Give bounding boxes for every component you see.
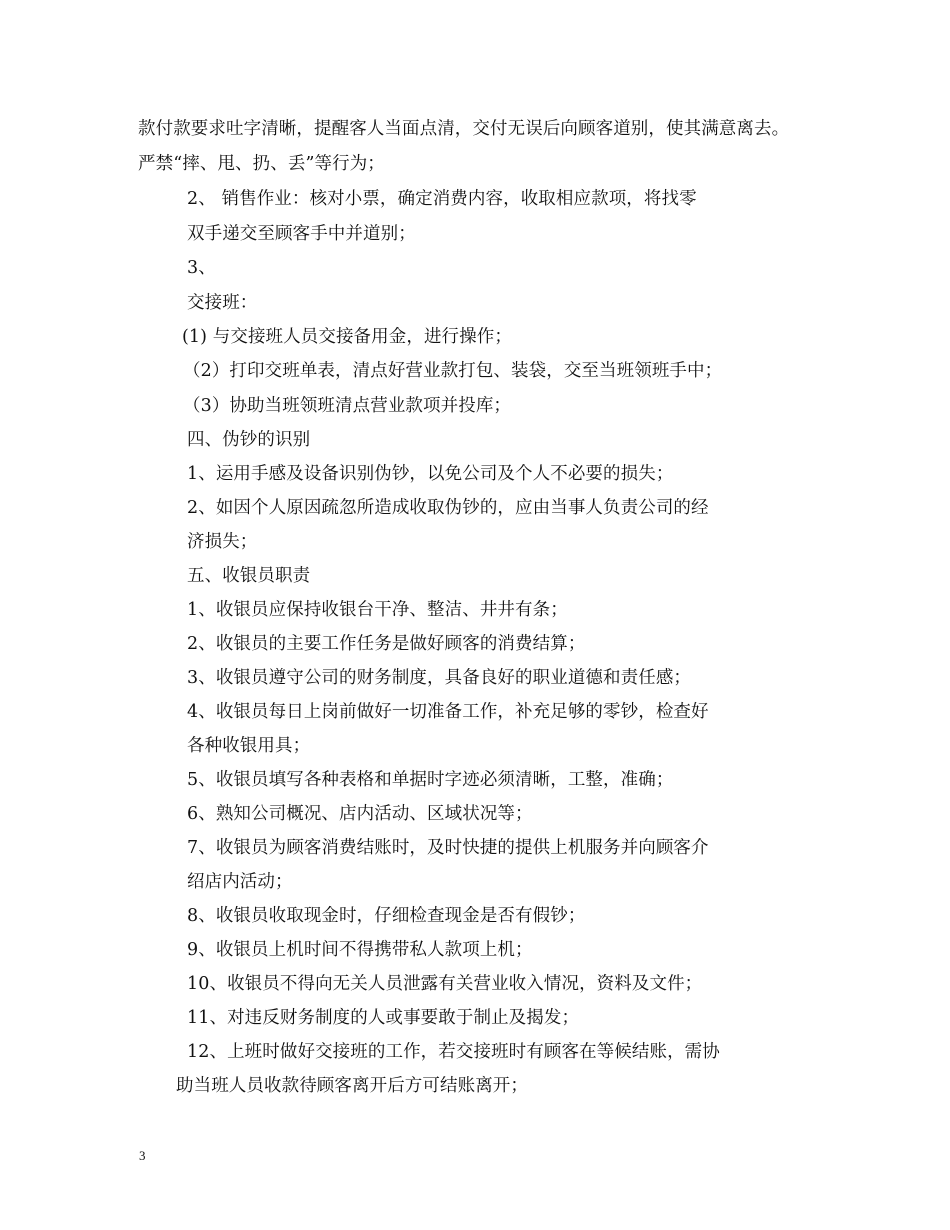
text-line: 绍店内活动； [187, 872, 293, 892]
text-line: 8、收银员收取现金时，仔细检查现金是否有假钞； [187, 906, 586, 926]
section-heading: 四、伪钞的识别 [187, 430, 311, 450]
text-line: （2）打印交班单表，清点好营业款打包、装袋，交至当班领班手中； [183, 361, 723, 381]
text-line: 2、收银员的主要工作任务是做好顾客的消费结算； [187, 634, 586, 654]
page-number: 3 [139, 1148, 146, 1163]
text-line: 12、上班时做好交接班的工作，若交接班时有顾客在等候结账，需协 [187, 1042, 720, 1062]
text-line: 9、收银员上机时间不得携带私人款项上机； [187, 940, 533, 960]
text-line: 2、 销售作业：核对小票，确定消费内容，收取相应款项，将找零 [187, 189, 697, 209]
text-line: 双手递交至顾客手中并道别； [187, 224, 416, 244]
text-line: 交接班： [187, 293, 258, 313]
text-line: (1) 与交接班人员交接备用金，进行操作； [182, 327, 512, 347]
text-line: 各种收银用具； [187, 736, 311, 756]
text-line: 严禁“摔、甩、扔、丢”等行为； [138, 154, 385, 174]
section-heading: 五、收银员职责 [187, 566, 311, 586]
text-line: 4、收银员每日上岗前做好一切准备工作，补充足够的零钞，检查好 [187, 702, 709, 722]
text-line: 1、收银员应保持收银台干净、整洁、井井有条； [187, 600, 568, 620]
text-line: 6、熟知公司概况、店内活动、区域状况等； [187, 804, 533, 824]
text-line: 济损失； [187, 532, 258, 552]
text-line: 7、收银员为顾客消费结账时，及时快捷的提供上机服务并向顾客介 [187, 838, 709, 858]
text-line: 3、收银员遵守公司的财务制度，具备良好的职业道德和责任感； [187, 668, 692, 688]
text-line: 10、收银员不得向无关人员泄露有关营业收入情况，资料及文件； [187, 974, 703, 994]
text-line: 5、收银员填写各种表格和单据时字迹必须清晰，工整，准确； [187, 770, 674, 790]
text-line: 2、如因个人原因疏忽所造成收取伪钞的，应由当事人负责公司的经 [187, 498, 709, 518]
text-line: 3、 [187, 258, 216, 278]
text-line: 11、对违反财务制度的人或事要敢于制止及揭发； [187, 1008, 580, 1028]
text-line: （3）协助当班领班清点营业款项并投库； [183, 396, 512, 416]
text-line: 款付款要求吐字清晰，提醒客人当面点清，交付无误后向顾客道别，使其满意离去。 [138, 119, 790, 139]
text-line: 助当班人员收款待顾客离开后方可结账离开； [176, 1076, 528, 1096]
text-line: 1、运用手感及设备识别伪钞，以免公司及个人不必要的损失； [187, 464, 674, 484]
